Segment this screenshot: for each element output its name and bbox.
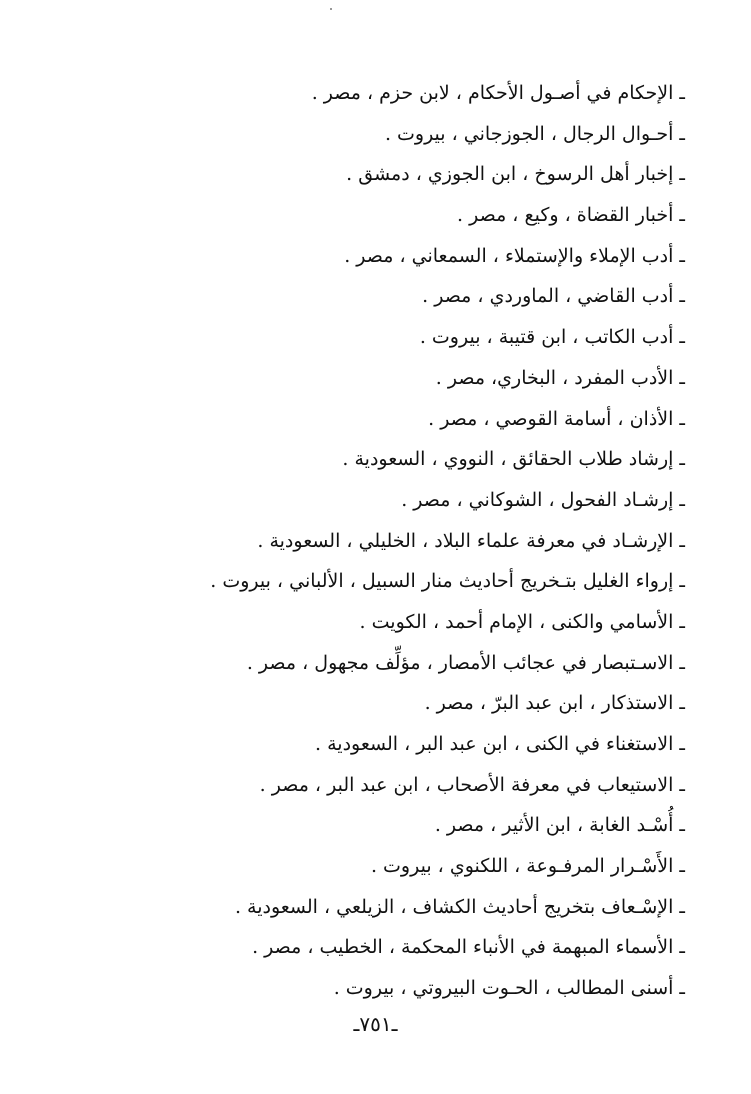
entry-bullet-dash: ـ bbox=[679, 936, 685, 959]
entry-bullet-dash: ـ bbox=[679, 610, 685, 633]
entry-bullet-dash: ـ bbox=[679, 773, 685, 796]
entry-text: الأذان ، أسامة القوصي ، مصر . bbox=[428, 407, 674, 430]
entry-bullet-dash: ـ bbox=[679, 163, 685, 186]
entry-text: الإحكام في أصـول الأحكام ، لابن حزم ، مصر . bbox=[311, 82, 674, 104]
entry-text: أدب الكاتب ، ابن قتيبة ، بيروت . bbox=[419, 326, 674, 349]
bibliography-entry bbox=[125, 521, 685, 562]
entry-text: الاستيعاب في معرفة الأصحاب ، ابن عبد البر ، مصر . bbox=[259, 773, 674, 796]
bibliography-entry bbox=[125, 805, 685, 846]
bibliography-entry bbox=[125, 276, 685, 317]
entry-bullet-dash: ـ bbox=[679, 122, 685, 145]
entry-text: إخبار أهل الرسوخ ، ابن الجوزي ، دمشق . bbox=[346, 163, 674, 186]
entry-text: أحـوال الرجال ، الجوزجاني ، بيروت . bbox=[384, 122, 674, 145]
entry-bullet-dash: ـ bbox=[679, 326, 685, 349]
bibliography-entry bbox=[125, 887, 685, 928]
entry-bullet-dash: ـ bbox=[679, 448, 685, 471]
page-number: ـ٧٥١ـ bbox=[353, 1012, 398, 1036]
bibliography-entry bbox=[125, 643, 685, 684]
entry-text: إرواء الغليل بتـخريج أحاديث منار السبيل ، الألباني ، بيروت . bbox=[210, 570, 674, 593]
bibliography-entry bbox=[125, 724, 685, 765]
entry-bullet-dash: ـ bbox=[679, 285, 685, 308]
bibliography-entry bbox=[125, 602, 685, 643]
entry-bullet-dash: ـ bbox=[679, 895, 685, 918]
bibliography-entry bbox=[125, 765, 685, 806]
entry-bullet-dash: ـ bbox=[679, 977, 685, 1000]
bibliography-entry bbox=[125, 358, 685, 399]
entry-bullet-dash: ـ bbox=[679, 814, 685, 837]
entry-text: الإرشـاد في معرفة علماء البلاد ، الخليلي ، السعودية . bbox=[257, 529, 674, 552]
bibliography-list bbox=[125, 73, 685, 1009]
entry-text: أدب الإملاء والإستملاء ، السمعاني ، مصر . bbox=[344, 244, 674, 267]
bibliography-entry bbox=[125, 114, 685, 155]
bibliography-entry bbox=[125, 846, 685, 887]
bibliography-entry bbox=[125, 73, 685, 114]
bibliography-entry bbox=[125, 683, 685, 724]
entry-text: إرشـاد الفحول ، الشوكاني ، مصر . bbox=[401, 488, 674, 511]
entry-text: أُسْـد الغابة ، ابن الأثير ، مصر . bbox=[434, 814, 674, 837]
bibliography-entry bbox=[125, 480, 685, 521]
bibliography-entry bbox=[125, 236, 685, 277]
entry-text: أخبار القضاة ، وكيع ، مصر . bbox=[457, 204, 674, 227]
entry-text: أسنى المطالب ، الحـوت البيروتي ، بيروت . bbox=[333, 977, 674, 1000]
bibliography-entry bbox=[125, 399, 685, 440]
entry-text: الاستغناء في الكنى ، ابن عبد البر ، السعودية . bbox=[315, 733, 674, 755]
bibliography-entry bbox=[125, 317, 685, 358]
entry-text: إرشاد طلاب الحقائق ، النووي ، السعودية . bbox=[342, 448, 674, 471]
entry-bullet-dash: ـ bbox=[679, 204, 685, 227]
entry-bullet-dash: ـ bbox=[679, 855, 685, 878]
entry-text: الاسـتبصار في عجائب الأمصار ، مؤلِّف مجهول ، مصر . bbox=[246, 651, 674, 674]
entry-text: الأسامي والكنى ، الإمام أحمد ، الكويت . bbox=[359, 610, 674, 633]
bibliography-entry bbox=[125, 561, 685, 602]
bibliography-entry bbox=[125, 195, 685, 236]
entry-text: الأسماء المبهمة في الأنباء المحكمة ، الخطيب ، مصر . bbox=[252, 936, 674, 959]
entry-bullet-dash: ـ bbox=[679, 82, 685, 104]
entry-bullet-dash: ـ bbox=[679, 733, 685, 755]
entry-bullet-dash: ـ bbox=[679, 244, 685, 267]
entry-bullet-dash: ـ bbox=[679, 692, 685, 715]
entry-text: الأدب المفرد ، البخاري، مصر . bbox=[435, 366, 674, 389]
bibliography-entry bbox=[125, 927, 685, 968]
entry-bullet-dash: ـ bbox=[679, 488, 685, 511]
scan-speck bbox=[330, 8, 332, 10]
bibliography-entry bbox=[125, 439, 685, 480]
entry-text: الأَسْـرار المرفـوعة ، اللكنوي ، بيروت . bbox=[370, 855, 674, 878]
entry-bullet-dash: ـ bbox=[679, 366, 685, 389]
entry-bullet-dash: ـ bbox=[679, 651, 685, 674]
entry-text: الاستذكار ، ابن عبد البرّ ، مصر . bbox=[424, 692, 674, 715]
entry-text: الإسْـعاف بتخريج أحاديث الكشاف ، الزيلعي ، السعودية . bbox=[234, 895, 674, 918]
bibliography-entry bbox=[125, 968, 685, 1009]
entry-text: أدب القاضي ، الماوردي ، مصر . bbox=[422, 285, 674, 308]
entry-bullet-dash: ـ bbox=[679, 529, 685, 552]
entry-bullet-dash: ـ bbox=[679, 570, 685, 593]
bibliography-entry bbox=[125, 154, 685, 195]
entry-bullet-dash: ـ bbox=[679, 407, 685, 430]
